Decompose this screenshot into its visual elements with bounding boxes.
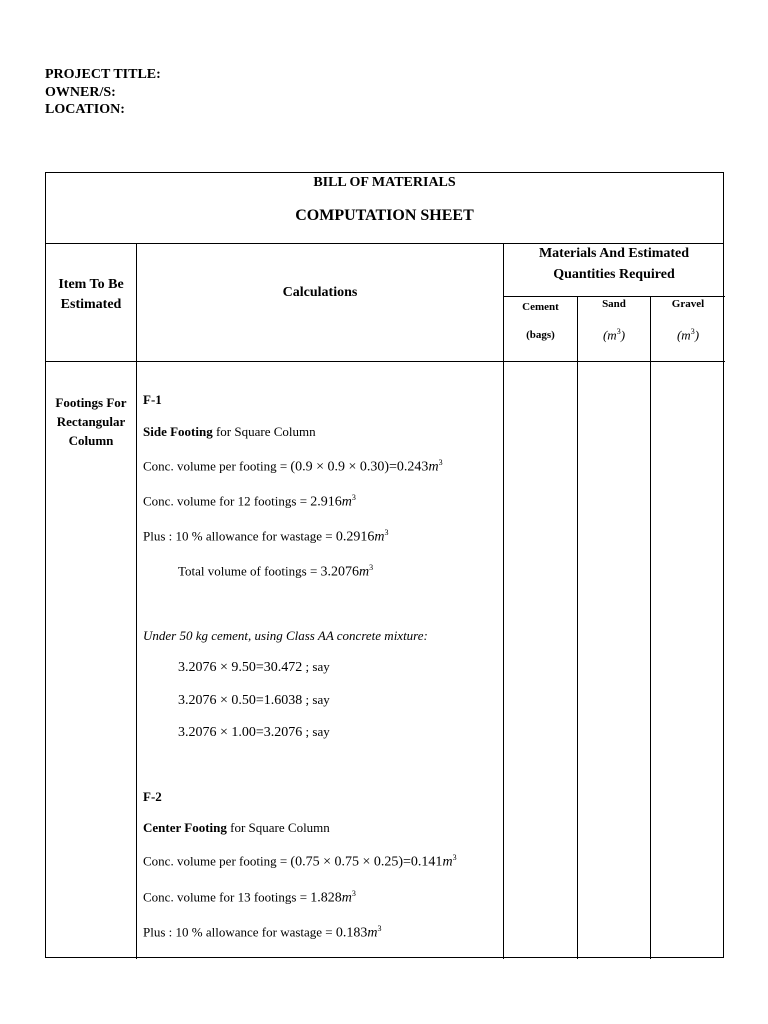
document-header [45, 66, 161, 119]
f2-volume-per-footing: Conc. volume per footing = $(0.75 \times 0.75 \times 0.25)=0.141m^3$ [143, 853, 457, 870]
f1-volume-total-footings: Conc. volume for 12 footings = $2.916m^3$ [143, 493, 356, 510]
cement-unit: (bags) [526, 329, 555, 341]
f1-gravel-calc: 3.2076 × 1.00=3.2076 ; say [178, 724, 330, 740]
f2-volume-total-footings: Conc. volume for 13 footings = $1.828m^3$ [143, 889, 356, 906]
item-column-header [46, 275, 136, 315]
project-title-label: PROJECT TITLE: [45, 67, 161, 82]
materials-header-line1: Materials And Estimated [538, 246, 690, 261]
f2-center-footing: Center Footing for Square Column [143, 820, 330, 835]
sheet-subtitle: COMPUTATION SHEET [295, 207, 474, 224]
divider-header-body [46, 361, 725, 362]
f1-label: F-1 [143, 392, 162, 407]
f2-wastage-allowance: Plus : 10 % allowance for wastage = $0.183m^3$ [143, 924, 382, 941]
sheet-title-box [46, 173, 723, 244]
sand-unit: $(m^3)$ [602, 327, 626, 343]
gravel-unit: $(m^3)$ [676, 327, 700, 343]
location-label: LOCATION: [45, 102, 125, 117]
item-header-line2: Estimated [60, 297, 122, 312]
f1-total-volume: Total volume of footings = $3.2076m^3$ [178, 563, 374, 580]
divider-materials-sub [503, 296, 725, 297]
computation-sheet-table [45, 172, 724, 958]
calculations-column-header: Calculations [282, 285, 358, 300]
f1-wastage-allowance: Plus : 10 % allowance for wastage = $0.2916m^3$ [143, 528, 389, 545]
divider-calc-materials [503, 243, 504, 959]
f1-mixture-note: Under 50 kg cement, using Class AA concrete mixture: [143, 628, 428, 643]
owners-label: OWNER/S: [45, 84, 116, 100]
f1-sand-calc: 3.2076 × 0.50=1.6038 ; say [178, 692, 330, 708]
materials-column-header [504, 243, 724, 285]
divider-cement-sand [577, 296, 578, 959]
sand-header: Sand [602, 298, 626, 310]
cement-header: Cement [522, 301, 559, 313]
f1-cement-calc: 3.2076 × 9.50=30.472 ; say [178, 659, 330, 675]
f2-label: F-2 [143, 789, 162, 804]
sheet-title: BILL OF MATERIALS [313, 175, 456, 190]
divider-sand-gravel [650, 296, 651, 959]
gravel-header: Gravel [671, 298, 705, 310]
item-footings-label: Footings For Rectangular Column [55, 395, 127, 448]
divider-item-calc [136, 243, 137, 959]
f1-volume-per-footing: Conc. volume per footing = $(0.9 \times 0.9 \times 0.30)=0.243m^3$ [143, 458, 443, 475]
item-header-line1: Item To Be [58, 277, 124, 292]
materials-header-line2: Quantities Required [553, 267, 675, 282]
f1-side-footing: Side Footing for Square Column [143, 424, 316, 439]
